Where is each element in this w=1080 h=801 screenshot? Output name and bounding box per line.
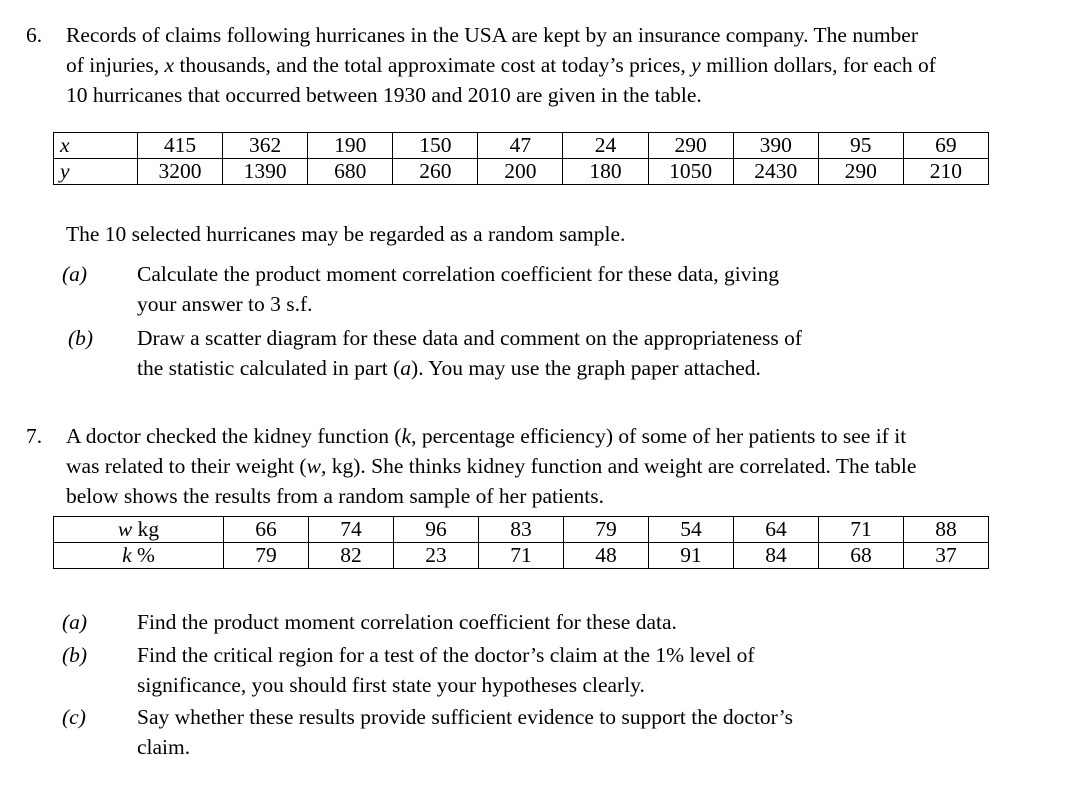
table-cell: 91 [649, 543, 734, 569]
table-cell: 68 [819, 543, 904, 569]
table-cell: 54 [649, 517, 734, 543]
stem-line: Records of claims following hurricanes in the USA are kept by an insurance company. The number [66, 23, 919, 47]
part-label: (c) [62, 705, 86, 729]
table-cell: 23 [394, 543, 479, 569]
table-cell: 362 [223, 133, 308, 159]
part-c: (c) Say whether these results provide sufficient evidence to support the doctor’s claim. [62, 702, 1022, 762]
question-6 [26, 20, 1066, 110]
table-cell: 680 [308, 159, 393, 185]
table-cell: 37 [904, 543, 989, 569]
question-stem [66, 421, 1066, 511]
row-label: w kg [54, 517, 224, 543]
stem-line: below shows the results from a random sample of her patients. [66, 484, 604, 508]
question-7 [26, 421, 1066, 511]
hurricane-data-table [53, 132, 989, 185]
table-row [54, 159, 989, 185]
table-cell: 84 [734, 543, 819, 569]
stem-line: of injuries, x thousands, and the total approximate cost at today’s prices, y million dollars, for each of [66, 53, 936, 77]
table-cell: 415 [138, 133, 223, 159]
table-cell: 79 [224, 543, 309, 569]
question-7-parts [62, 607, 1022, 762]
table-cell: 83 [479, 517, 564, 543]
sample-note: The 10 selected hurricanes may be regarded as a random sample. [66, 222, 626, 246]
table-cell: 71 [819, 517, 904, 543]
table-cell: 24 [563, 133, 648, 159]
table-cell: 64 [734, 517, 819, 543]
table-cell: 69 [903, 133, 988, 159]
table-cell: 96 [394, 517, 479, 543]
table-cell: 200 [478, 159, 563, 185]
stem-line: was related to their weight (w, kg). She thinks kidney function and weight are correlated. The table [66, 454, 917, 478]
question-number: 6. [26, 23, 43, 47]
table-cell: 71 [479, 543, 564, 569]
part-label: (b) [62, 643, 88, 667]
table-cell: 74 [309, 517, 394, 543]
part-label: (b) [68, 326, 94, 350]
table-cell: 66 [224, 517, 309, 543]
row-label: k % [54, 543, 224, 569]
stem-line: A doctor checked the kidney function (k, percentage efficiency) of some of her patients to see if it [66, 424, 907, 448]
table-cell: 47 [478, 133, 563, 159]
table-cell: 79 [564, 517, 649, 543]
table-cell: 210 [903, 159, 988, 185]
part-a: (a) Calculate the product moment correlation coefficient for these data, giving your answer to 3 s.f. [62, 259, 1022, 319]
table-cell: 1050 [648, 159, 733, 185]
question-number: 7. [26, 424, 43, 448]
table-cell: 150 [393, 133, 478, 159]
row-label: x [54, 133, 138, 159]
table-row [54, 543, 989, 569]
table-cell: 260 [393, 159, 478, 185]
part-label: (a) [62, 610, 88, 634]
kidney-data-table [53, 516, 989, 569]
table-cell: 1390 [223, 159, 308, 185]
part-label: (a) [62, 262, 88, 286]
stem-line: 10 hurricanes that occurred between 1930 and 2010 are given in the table. [66, 83, 702, 107]
question-6-parts [62, 259, 1022, 383]
table-cell: 390 [733, 133, 818, 159]
table-cell: 48 [564, 543, 649, 569]
part-a: (a) Find the product moment correlation coefficient for these data. [62, 607, 1022, 637]
table-cell: 290 [818, 159, 903, 185]
table-row [54, 517, 989, 543]
part-b: (b) Find the critical region for a test of the doctor’s claim at the 1% level of significance, you should first state your hypotheses clearly. [62, 640, 1022, 700]
part-b: (b) Draw a scatter diagram for these data and comment on the appropriateness of the statistic calculated in part (a). You may use the graph paper attached. [62, 323, 1022, 383]
table-cell: 180 [563, 159, 648, 185]
table-cell: 88 [904, 517, 989, 543]
table-cell: 2430 [733, 159, 818, 185]
table-row [54, 133, 989, 159]
question-stem [66, 20, 1066, 110]
table-cell: 95 [818, 133, 903, 159]
row-label: y [54, 159, 138, 185]
table-cell: 82 [309, 543, 394, 569]
table-cell: 290 [648, 133, 733, 159]
table-cell: 190 [308, 133, 393, 159]
table-cell: 3200 [138, 159, 223, 185]
